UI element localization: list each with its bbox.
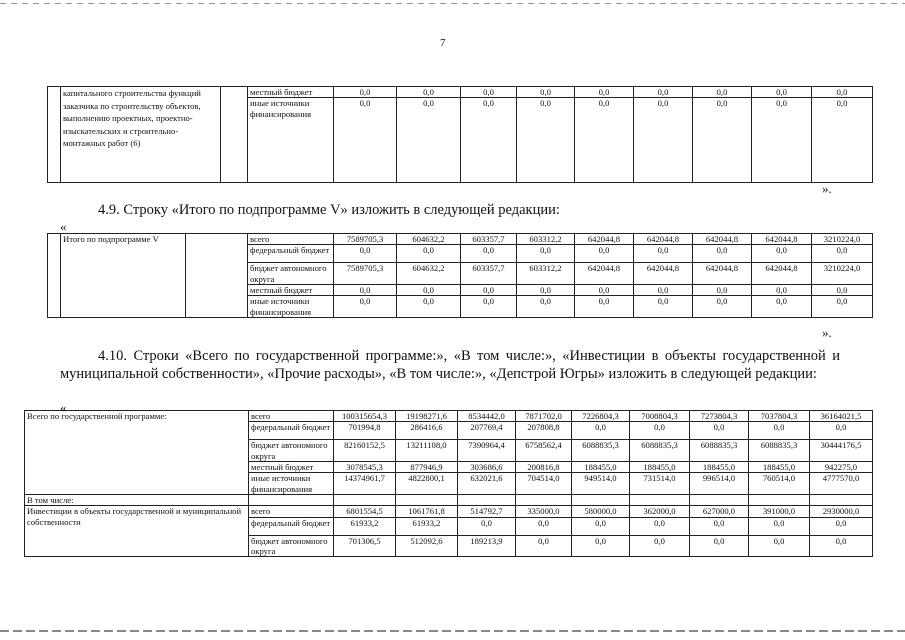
value-cell: 1061761,8	[396, 506, 458, 517]
value-cell: 207808,8	[516, 422, 572, 440]
table-program-total	[24, 410, 873, 557]
value-cell: 7008804,3	[630, 411, 690, 422]
value-cell: 642044,8	[752, 263, 812, 285]
value-cell: 0,0	[575, 87, 634, 98]
value-cell: 0,0	[630, 517, 690, 535]
value-cell: 0,0	[634, 245, 693, 263]
value-cell: 0,0	[752, 284, 812, 295]
value-cell: 514792,7	[458, 506, 516, 517]
value-cell: 0,0	[572, 517, 630, 535]
source-label: местный бюджет	[248, 87, 334, 98]
value-cell: 0,0	[810, 535, 873, 557]
value-cell: 0,0	[516, 517, 572, 535]
value-cell: 0,0	[334, 284, 397, 295]
value-cell: 0,0	[630, 422, 690, 440]
row-label: Всего по государственной программе:	[25, 411, 249, 495]
table-row	[48, 87, 873, 98]
empty-cell	[334, 494, 396, 505]
value-cell: 0,0	[517, 284, 575, 295]
value-cell: 642044,8	[634, 263, 693, 285]
value-cell: 0,0	[575, 284, 634, 295]
empty-cell	[186, 234, 248, 318]
page-number: 7	[440, 37, 446, 49]
value-cell: 0,0	[517, 98, 575, 183]
value-cell: 8534442,0	[458, 411, 516, 422]
value-cell: 82160152,5	[334, 440, 396, 462]
value-cell: 36164021,5	[810, 411, 873, 422]
empty-cell	[396, 494, 458, 505]
value-cell: 627000,0	[690, 506, 749, 517]
value-cell: 14374961,7	[334, 473, 396, 495]
value-cell: 6758562,4	[516, 440, 572, 462]
value-cell: 0,0	[630, 535, 690, 557]
value-cell: 0,0	[461, 296, 517, 318]
value-cell: 4777570,0	[810, 473, 873, 495]
empty-cell	[249, 494, 334, 505]
value-cell: 701306,5	[334, 535, 396, 557]
value-cell: 335000,0	[516, 506, 572, 517]
value-cell: 0,0	[810, 517, 873, 535]
value-cell: 0,0	[749, 517, 810, 535]
table-row	[48, 234, 873, 245]
value-cell: 0,0	[334, 296, 397, 318]
value-cell: 19198271,6	[396, 411, 458, 422]
value-cell: 0,0	[752, 98, 812, 183]
empty-cell	[48, 87, 61, 183]
empty-cell	[458, 494, 516, 505]
row-description: капитального строительства функций заказчика по строительству объектов, выполнению проектных, проектно-изыскательских и строительно-монтажных работ (6)	[61, 87, 221, 183]
source-label: бюджет автономного округа	[249, 535, 334, 557]
value-cell: 2930000,0	[810, 506, 873, 517]
value-cell: 200816,8	[516, 461, 572, 472]
value-cell: 0,0	[812, 245, 873, 263]
value-cell: 0,0	[397, 296, 461, 318]
source-label: местный бюджет	[249, 461, 334, 472]
value-cell: 61933,2	[396, 517, 458, 535]
value-cell: 391000,0	[749, 506, 810, 517]
value-cell: 604632,2	[397, 263, 461, 285]
closing-quote: ».	[822, 181, 832, 196]
value-cell: 642044,8	[575, 263, 634, 285]
value-cell: 0,0	[397, 245, 461, 263]
value-cell: 580000,0	[572, 506, 630, 517]
value-cell: 603312,2	[517, 263, 575, 285]
value-cell: 0,0	[397, 98, 461, 183]
value-cell: 100315654,3	[334, 411, 396, 422]
value-cell: 0,0	[461, 98, 517, 183]
empty-cell	[48, 234, 61, 318]
value-cell: 0,0	[812, 284, 873, 295]
value-cell: 7037804,3	[749, 411, 810, 422]
source-label: иные источники финансирования	[249, 473, 334, 495]
value-cell: 7273804,3	[690, 411, 749, 422]
paragraph-4-9: 4.9. Строку «Итого по подпрограмме V» изложить в следующей редакции:	[98, 202, 560, 218]
value-cell: 0,0	[810, 422, 873, 440]
value-cell: 3210224,0	[812, 263, 873, 285]
value-cell: 0,0	[693, 245, 752, 263]
value-cell: 704514,0	[516, 473, 572, 495]
source-label: федеральный бюджет	[249, 422, 334, 440]
value-cell: 61933,2	[334, 517, 396, 535]
table-continuation	[47, 86, 873, 183]
value-cell: 0,0	[634, 98, 693, 183]
row-label: Инвестиции в объекты государственной и муниципальной собственности	[25, 506, 249, 557]
value-cell: 0,0	[693, 296, 752, 318]
value-cell: 188455,0	[630, 461, 690, 472]
source-label: иные источники финансирования	[248, 98, 334, 183]
value-cell: 286416,6	[396, 422, 458, 440]
empty-cell	[221, 87, 248, 183]
table-row	[25, 494, 873, 505]
value-cell: 0,0	[517, 87, 575, 98]
value-cell: 512092,6	[396, 535, 458, 557]
value-cell: 6088835,3	[572, 440, 630, 462]
value-cell: 0,0	[517, 296, 575, 318]
value-cell: 7390964,4	[458, 440, 516, 462]
value-cell: 7226804,3	[572, 411, 630, 422]
value-cell: 188455,0	[690, 461, 749, 472]
value-cell: 0,0	[812, 87, 873, 98]
source-label: всего	[249, 411, 334, 422]
value-cell: 642044,8	[693, 234, 752, 245]
table-row	[25, 411, 873, 422]
empty-cell	[572, 494, 630, 505]
source-label: бюджет автономного округа	[249, 440, 334, 462]
value-cell: 0,0	[752, 87, 812, 98]
value-cell: 0,0	[334, 245, 397, 263]
source-label: федеральный бюджет	[249, 517, 334, 535]
value-cell: 949514,0	[572, 473, 630, 495]
value-cell: 0,0	[752, 245, 812, 263]
value-cell: 0,0	[749, 422, 810, 440]
value-cell: 0,0	[690, 422, 749, 440]
value-cell: 604632,2	[397, 234, 461, 245]
value-cell: 760514,0	[749, 473, 810, 495]
value-cell: 0,0	[461, 245, 517, 263]
value-cell: 0,0	[749, 535, 810, 557]
value-cell: 7871702,0	[516, 411, 572, 422]
value-cell: 7589705,3	[334, 263, 397, 285]
value-cell: 0,0	[397, 284, 461, 295]
value-cell: 0,0	[693, 87, 752, 98]
value-cell: 6088835,3	[690, 440, 749, 462]
value-cell: 0,0	[572, 535, 630, 557]
value-cell: 3078545,3	[334, 461, 396, 472]
source-label: иные источники финансирования	[248, 296, 334, 318]
value-cell: 13211108,0	[396, 440, 458, 462]
value-cell: 701994,8	[334, 422, 396, 440]
source-label: федеральный бюджет	[248, 245, 334, 263]
scan-artifact-top	[0, 3, 905, 4]
source-label: всего	[248, 234, 334, 245]
scan-artifact-bottom	[0, 630, 905, 632]
value-cell: 0,0	[690, 517, 749, 535]
value-cell: 0,0	[516, 535, 572, 557]
empty-cell	[749, 494, 810, 505]
table-subprogram-total	[47, 233, 873, 318]
row-label: Итого по подпрограмме V	[61, 234, 186, 318]
value-cell: 0,0	[575, 98, 634, 183]
value-cell: 0,0	[634, 87, 693, 98]
value-cell: 642044,8	[634, 234, 693, 245]
row-label: В том числе:	[25, 494, 249, 505]
opening-quote: «	[60, 400, 67, 415]
value-cell: 0,0	[812, 98, 873, 183]
value-cell: 0,0	[334, 87, 397, 98]
value-cell: 0,0	[575, 296, 634, 318]
empty-cell	[516, 494, 572, 505]
source-label: всего	[249, 506, 334, 517]
value-cell: 603357,7	[461, 234, 517, 245]
value-cell: 0,0	[572, 422, 630, 440]
empty-cell	[630, 494, 690, 505]
value-cell: 4822800,1	[396, 473, 458, 495]
value-cell: 0,0	[397, 87, 461, 98]
value-cell: 642044,8	[752, 234, 812, 245]
value-cell: 0,0	[812, 296, 873, 318]
paragraph-4-10: 4.10. Строки «Всего по государственной программе:», «В том числе:», «Инвестиции в объекты государственной и муниципальной собственности», «Прочие расходы», «В том числе:», «Депстрой Югры» изложить в следующей редакции:	[60, 348, 840, 382]
value-cell: 942275,0	[810, 461, 873, 472]
value-cell: 362000,0	[630, 506, 690, 517]
value-cell: 0,0	[517, 245, 575, 263]
value-cell: 0,0	[461, 87, 517, 98]
value-cell: 0,0	[461, 284, 517, 295]
value-cell: 0,0	[575, 245, 634, 263]
value-cell: 6088835,3	[630, 440, 690, 462]
value-cell: 642044,8	[693, 263, 752, 285]
value-cell: 877946,9	[396, 461, 458, 472]
value-cell: 7589705,3	[334, 234, 397, 245]
value-cell: 632021,6	[458, 473, 516, 495]
value-cell: 6801554,5	[334, 506, 396, 517]
value-cell: 3210224,0	[812, 234, 873, 245]
source-label: местный бюджет	[248, 284, 334, 295]
value-cell: 603357,7	[461, 263, 517, 285]
value-cell: 0,0	[690, 535, 749, 557]
value-cell: 303686,6	[458, 461, 516, 472]
value-cell: 0,0	[752, 296, 812, 318]
value-cell: 6088835,3	[749, 440, 810, 462]
value-cell: 996514,0	[690, 473, 749, 495]
value-cell: 188455,0	[749, 461, 810, 472]
value-cell: 0,0	[693, 284, 752, 295]
value-cell: 0,0	[334, 98, 397, 183]
empty-cell	[690, 494, 749, 505]
value-cell: 207769,4	[458, 422, 516, 440]
source-label: бюджет автономного округа	[248, 263, 334, 285]
opening-quote: «	[60, 219, 67, 234]
value-cell: 0,0	[634, 284, 693, 295]
value-cell: 0,0	[634, 296, 693, 318]
value-cell: 188455,0	[572, 461, 630, 472]
value-cell: 603312,2	[517, 234, 575, 245]
value-cell: 731514,0	[630, 473, 690, 495]
table-row	[25, 506, 873, 517]
value-cell: 0,0	[458, 517, 516, 535]
value-cell: 189213,9	[458, 535, 516, 557]
value-cell: 30444176,5	[810, 440, 873, 462]
value-cell: 642044,8	[575, 234, 634, 245]
closing-quote: ».	[822, 325, 832, 340]
value-cell: 0,0	[693, 98, 752, 183]
empty-cell	[810, 494, 873, 505]
